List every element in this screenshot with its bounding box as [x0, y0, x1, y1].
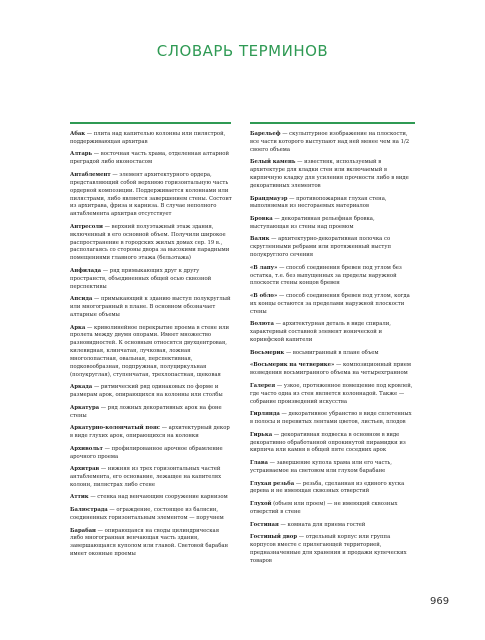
glossary-definition: — ритмический ряд одинаковых по форме и размерам арок, опирающихся на колонны или столбы — [70, 384, 223, 399]
glossary-term: Гирлянда — [250, 411, 280, 418]
glossary-term: Глухая резьба — [250, 480, 295, 487]
glossary-term: Глава — [250, 460, 268, 467]
glossary-definition: — восьмигранный в плане объем — [285, 349, 379, 356]
glossary-entry — [70, 446, 234, 462]
glossary-term: Галерея — [250, 382, 276, 389]
glossary-term: Барельеф — [250, 131, 281, 137]
glossary-entry — [250, 350, 414, 358]
glossary-entry — [70, 268, 234, 292]
glossary-entry — [250, 460, 414, 476]
glossary-term: Восьмерик — [250, 349, 285, 356]
glossary-entry — [250, 522, 414, 530]
glossary-term: Глухой — [250, 501, 272, 508]
glossary-term: Валик — [250, 236, 270, 243]
glossary-entry — [70, 131, 234, 147]
glossary-definition: — декоративная рельефная бровка, выступающая из стены над проемом — [250, 215, 375, 230]
glossary-entry — [70, 325, 234, 380]
glossary-entry — [250, 196, 414, 212]
glossary-entry — [70, 224, 234, 263]
glossary-term: Архивольт — [70, 445, 103, 452]
glossary-definition: — архитектурная деталь в виде спирали, характерный составной элемент ионической и коринфской капители — [250, 321, 391, 344]
glossary-definition: — элемент архитектурного ордера, представляющий собой верхнюю горизонтальную часть ордерной композиции. Поддерживается колоннами или пилястрами, либо является завершением стены. Состоит из архитрава, фриза и карниза. В случае неполного антаблемента архитрав отсутствует — [70, 171, 232, 218]
glossary-term: «В лапу» — [250, 264, 278, 271]
glossary-definition: — архитектурный декор в виде глухих арок, опирающихся на колонки — [70, 425, 230, 440]
glossary-term: Абак — [70, 131, 86, 137]
glossary-entry — [70, 425, 234, 441]
glossary-definition: — опирающаяся на своды цилиндрическая либо многогранная венчающая часть здания, завершающаяся куполом или главой. Световой барабан имеет оконные проемы — [70, 527, 229, 558]
right-column-rule — [250, 122, 415, 124]
glossary-entry — [70, 151, 234, 167]
glossary-term: Волюта — [250, 321, 274, 328]
glossary-entry — [250, 159, 414, 190]
glossary-definition: — ряд ложных декоративных арок на фоне стены — [70, 404, 222, 419]
glossary-entry — [70, 494, 234, 502]
glossary-term: Алтарь — [70, 151, 93, 158]
glossary-term: Белый камень — [250, 159, 296, 166]
glossary-definition: — резьба, сделанная из единого куска дерева и не имеющая сквозных отверстий — [250, 480, 405, 495]
glossary-definition: — плита над капителью колонны или пилястрой, поддерживающая архитрав — [70, 131, 226, 145]
glossary-definition: — криволинейное перекрытие проема в стене или пролета между двумя опорами. Имеет множество разновидностей. К основным относятся двухцентровая, килевидная, клинчатая, лучковая, ложная многолопастная, овальная, перспективная, подковообразная, подпружная, полуциркульная (полукруглая), ступенчатая, трехлопастная, щековая — [70, 324, 230, 378]
glossary-entry — [70, 172, 234, 219]
glossary-entry — [250, 216, 414, 232]
glossary-term: Гостиная — [250, 521, 279, 528]
glossary-entry — [70, 466, 234, 490]
glossary-entry — [70, 507, 234, 523]
glossary-definition: — ряд примыкающих друг к другу пространств, объединенных общей осью сквозной перспективы — [70, 267, 212, 290]
glossary-definition: — способ соединения бревен под углом, когда их концы остаются за пределами наружной плоскости стены — [250, 293, 410, 315]
glossary-term: Анфилада — [70, 267, 102, 274]
page-title: СЛОВАРЬ ТЕРМИНОВ — [156, 42, 329, 60]
glossary-term: Гирька — [250, 431, 273, 438]
glossary-definition: (объем или проем) — не имеющий сквозных отверстий в стене — [250, 501, 398, 515]
glossary-definition: — верхний полуэтажный этаж здания, включенный в его основной объем. Получили широкое распространение в городских жилых домах сер. 19 в., располагаясь со стороны двора за высокими парадными помещениями главного этажа (бельэтажа) — [70, 223, 230, 262]
glossary-term: Аркатура — [70, 404, 100, 411]
glossary-entry — [70, 384, 234, 400]
glossary-entry — [250, 293, 414, 317]
glossary-term: Архитрав — [70, 466, 100, 473]
right-column — [250, 131, 414, 570]
left-column-rule — [70, 122, 231, 124]
glossary-definition: — отдельный корпус или группа корпусов вместе с прилегающей территорией, предназначенные для хранения и продажи купеческих товаров — [250, 534, 407, 564]
glossary-entry — [250, 362, 414, 378]
glossary-term: Брандмауэр — [250, 195, 288, 202]
glossary-entry — [250, 383, 414, 407]
glossary-term: Антресоли — [70, 223, 103, 230]
glossary-definition: — декоративная подвеска в основном в виде декоративно обработанной опрокинутой пирамидки из кирпича или камня в общей пяте соседних арок — [250, 431, 406, 454]
glossary-entry — [250, 534, 414, 565]
glossary-entry — [70, 405, 234, 421]
glossary-definition: — стенка над венчающим сооружение карнизом — [90, 494, 228, 501]
glossary-definition: — композиционный прием возведения восьмигранного объема на четырехгранном — [250, 362, 412, 377]
glossary-definition: — способ соединения бревен под углом без остатка, т.е. без выпущенных за пределы наружной плоскости стены концов бревен — [250, 264, 402, 287]
page-number: 969 — [430, 596, 450, 607]
glossary-entry — [70, 528, 234, 559]
glossary-entry — [250, 236, 414, 260]
glossary-term: Апсида — [70, 296, 93, 303]
glossary-definition: — восточная часть храма, отделенная алтарной преградой либо иконостасом — [70, 151, 230, 166]
glossary-definition: — противопожарная глухая стена, выполняемая из несгораемых материалов — [250, 195, 387, 210]
glossary-definition: — нижняя из трех горизонтальных частей антаблемента, его основание, лежащее на капителях колонн, пилястрах либо стене — [70, 466, 222, 488]
glossary-entry — [250, 411, 414, 427]
glossary-term: Барабан — [70, 527, 96, 534]
glossary-entry — [250, 481, 414, 497]
glossary-term: Аттик — [70, 494, 89, 501]
glossary-term: Аркатурно-колончатый пояс — [70, 425, 160, 432]
glossary-definition: — профилированное арочное обрамление арочного проема — [70, 445, 223, 460]
glossary-definition: — декоративное убранство в виде сплетенных в полосы и перевитых лентами цветов, листьев, плодов — [250, 411, 412, 426]
glossary-definition: — архитектурно-декоративная полочка со скругленными ребрами или протяженный выступ полукруглого сечения — [250, 236, 391, 259]
glossary-term: «В обло» — [250, 293, 278, 300]
glossary-entry — [250, 501, 414, 517]
glossary-term: Балюстрада — [70, 507, 108, 514]
glossary-entry — [250, 321, 414, 345]
glossary-definition: — скульптурное изображение на плоскости, все части которого выступают над ней менее чем на 1/2 своего объема — [250, 131, 410, 153]
glossary-definition: — примыкающий к зданию выступ полукруглый или многогранный в плане. В основном обозначает алтарные объемы — [70, 296, 231, 318]
glossary-entry — [70, 296, 234, 320]
glossary-entry — [250, 265, 414, 289]
glossary-definition: — комната для приема гостей — [280, 521, 366, 528]
glossary-entry — [250, 432, 414, 456]
glossary-term: Гостиный двор — [250, 534, 298, 541]
glossary-term: Аркада — [70, 384, 93, 391]
glossary-term: «Восьмерик на четверике» — [250, 362, 335, 369]
glossary-entry — [250, 131, 414, 155]
glossary-definition: — известняк, используемый в архитектуре для кладки стен или включаемый в кирпичную кладку для усиления прочности либо в виде декоративных элементов — [250, 159, 409, 189]
glossary-definition: — узкое, протяженное помещение под кровлей, где часто одна из стен является колоннадой. Также — собрание произведений искусства — [250, 382, 413, 405]
glossary-definition: — ограждение, состоящее из балясин, соединенных горизонтальным элементом — поручнем — [70, 507, 224, 521]
glossary-definition: — завершение купола храма или его часть, устраиваемое на световом или глухом барабане — [250, 460, 392, 474]
left-column — [70, 131, 234, 564]
glossary-term: Антаблемент — [70, 171, 111, 178]
glossary-term: Арка — [70, 324, 86, 331]
glossary-term: Бровка — [250, 215, 273, 222]
